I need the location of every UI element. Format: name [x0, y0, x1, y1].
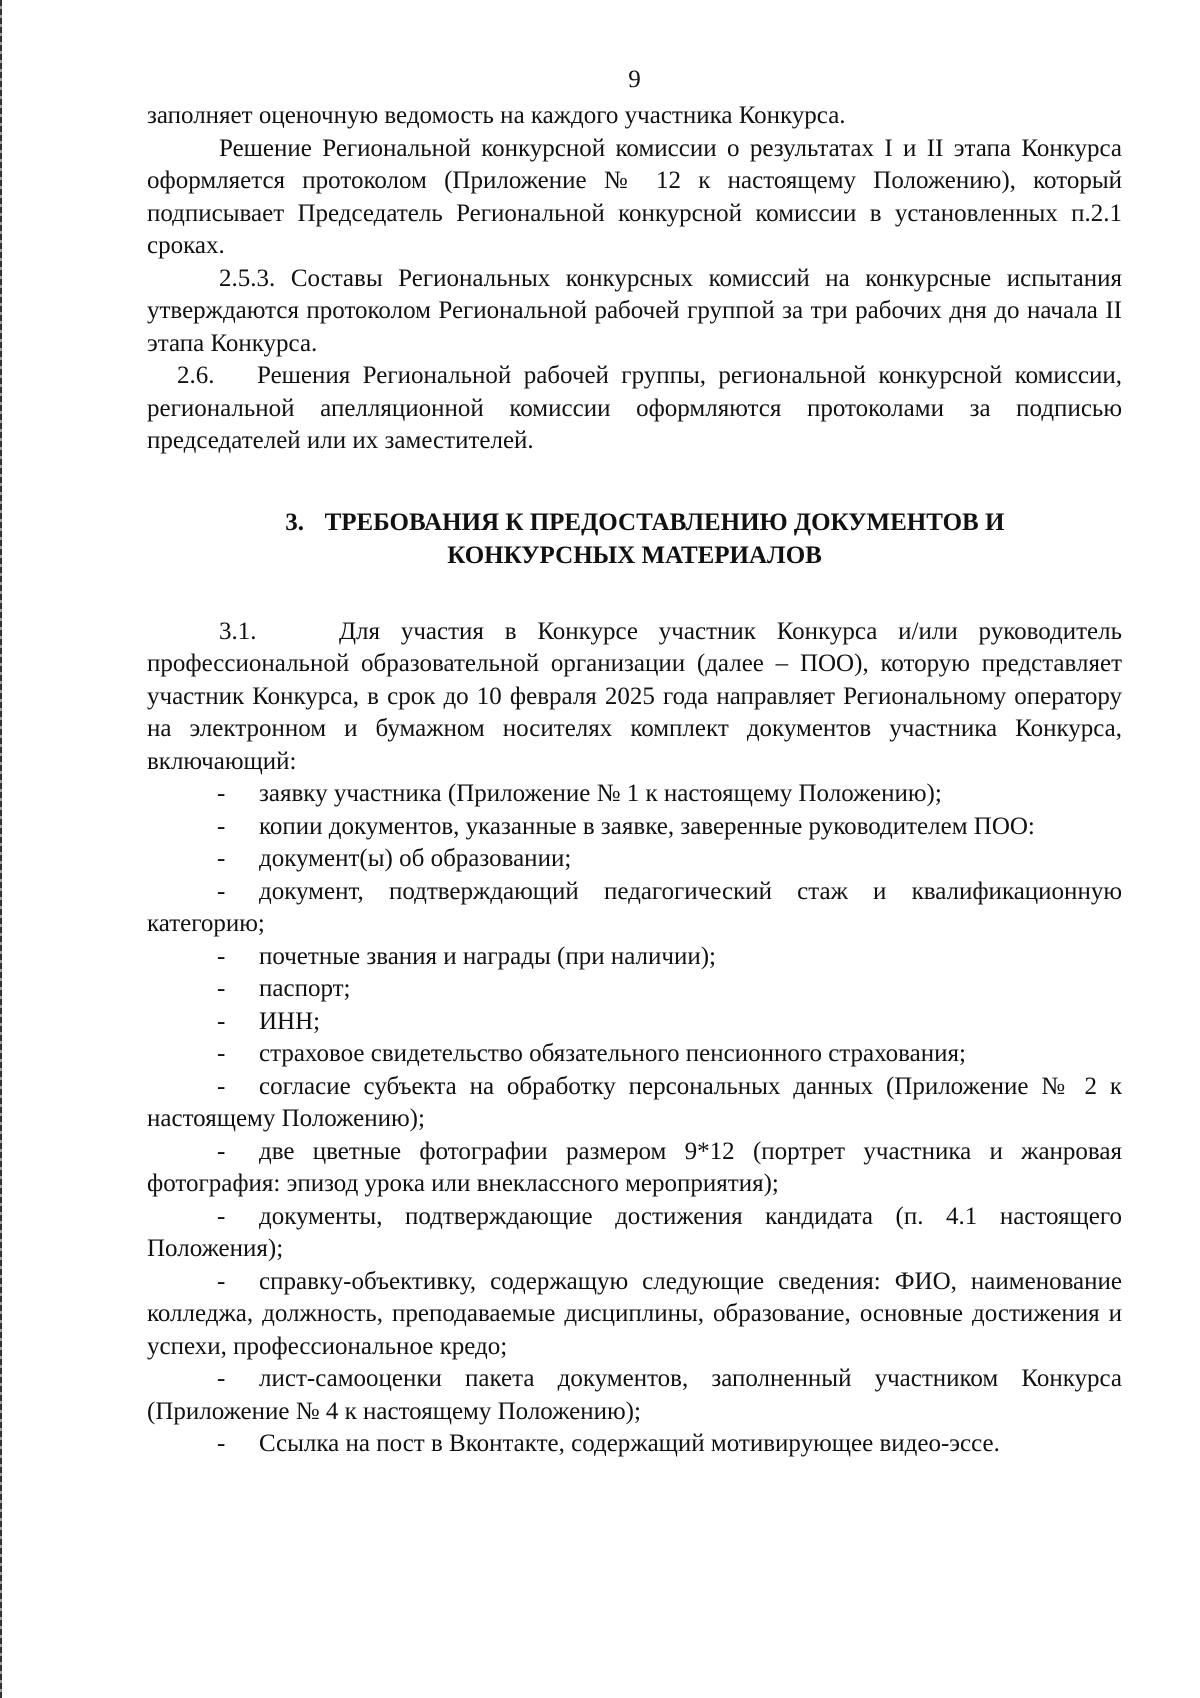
- list-item: [147, 1006, 1122, 1039]
- list-item-text: согласие субъекта на обработку персональных данных (Приложение № 2 к настоящему Положению);: [147, 1072, 1122, 1132]
- list-dash: -: [217, 942, 226, 970]
- list-dash: -: [217, 1007, 226, 1035]
- list-item-text: копии документов, указанные в заявке, заверенные руководителем ПОО:: [259, 812, 1035, 840]
- paragraph-3-1: [147, 616, 1122, 779]
- list-item: [147, 1266, 1122, 1364]
- list-dash: -: [217, 780, 226, 807]
- clause-text-2-5-3: Составы Региональных конкурсных комиссий на конкурсные испытания утверждаются протоколом Региональной рабочей группой за три рабочих дня до начала II этапа Конкурса.: [147, 264, 1123, 357]
- list-item-text: заявку участника (Приложение № 1 к настоящему Положению);: [259, 780, 942, 807]
- list-dash: -: [217, 1040, 226, 1067]
- list-dash: -: [217, 812, 226, 840]
- list-item: [147, 1201, 1122, 1266]
- paragraph-2-5-3: [147, 263, 1122, 361]
- list-dash: -: [217, 1072, 226, 1100]
- list-dash: -: [217, 1202, 226, 1230]
- paragraph-continuation: заполняет оценочную ведомость на каждого участника Конкурса.: [147, 102, 846, 129]
- clause-text-2-6: Решения Региональной рабочей группы, региональной конкурсной комиссии, региональной апелляционной комиссии оформляются протоколами за подписью председателей или их заместителей.: [147, 362, 1122, 454]
- page-number: 9: [628, 66, 641, 93]
- list-item-text: паспорт;: [259, 975, 351, 1002]
- list-item-text: почетные звания и награды (при наличии);: [259, 942, 717, 970]
- clause-number-2-5-3: 2.5.3.: [219, 264, 276, 292]
- list-dash: -: [217, 877, 226, 905]
- list-item: [147, 811, 1122, 844]
- list-dash: -: [217, 1137, 226, 1165]
- section-title-line1: ТРЕБОВАНИЯ К ПРЕДОСТАВЛЕНИЮ ДОКУМЕНТОВ И: [324, 508, 1005, 536]
- list-item-text: документ, подтверждающий педагогический стаж и квалификационную категорию;: [147, 877, 1122, 937]
- list-dash: -: [217, 1365, 226, 1392]
- section-number: 3.: [285, 508, 304, 536]
- list-item-text: лист-самооценки пакета документов, заполненный участником Конкурса (Приложение № 4 к настоящему Положению);: [147, 1365, 1122, 1425]
- list-item: [147, 1071, 1122, 1136]
- list-item-text: Ссылка на пост в Вконтакте, содержащий мотивирующее видео-эссе.: [259, 1430, 1000, 1457]
- list-item: [147, 1428, 1122, 1461]
- list-item: [147, 1136, 1122, 1201]
- list-item: [147, 1038, 1122, 1071]
- list-item: [147, 876, 1122, 941]
- scan-edge-artifact: [0, 0, 2, 1698]
- document-page: [147, 60, 1122, 1461]
- paragraph-2-6: [147, 360, 1122, 458]
- list-dash: -: [217, 845, 226, 872]
- document-list: [147, 778, 1122, 1461]
- list-item: [147, 941, 1122, 974]
- list-dash: -: [217, 975, 226, 1002]
- list-dash: -: [217, 1267, 226, 1295]
- section-title-line2: КОНКУРСНЫХ МАТЕРИАЛОВ: [447, 541, 822, 569]
- paragraph-commission-decision: Решение Региональной конкурсной комиссии о результатах I и II этапа Конкурса оформляется протоколом (Приложение № 12 к настоящему Положению), который подписывает Председатель Региональной конкурсной комиссии в установленных п.2.1 сроках.: [147, 134, 1122, 259]
- list-item-text: две цветные фотографии размером 9*12 (портрет участника и жанровая фотография: эпизод урока или внеклассного мероприятия);: [147, 1137, 1122, 1197]
- list-item: [147, 843, 1122, 876]
- list-item-text: страховое свидетельство обязательного пенсионного страхования;: [259, 1040, 966, 1067]
- clause-number-2-6: 2.6.: [177, 362, 215, 389]
- clause-number-3-1: 3.1.: [219, 617, 257, 645]
- section-heading: [147, 506, 1122, 572]
- list-item: [147, 1363, 1122, 1428]
- list-item-text: документы, подтверждающие достижения кандидата (п. 4.1 настоящего Положения);: [147, 1202, 1122, 1262]
- clause-text-3-1: Для участия в Конкурсе участник Конкурса и/или руководитель профессиональной образовательной организации (далее – ПОО), которую представляет участник Конкурса, в срок до 10 февраля 2025 года направляет Региональному оператору на электронном и бумажном носителях комплект документов участника Конкурса, включающий:: [147, 617, 1122, 775]
- list-dash: -: [217, 1430, 226, 1457]
- list-item: [147, 973, 1122, 1006]
- list-item-text: ИНН;: [259, 1007, 321, 1035]
- list-item-text: документ(ы) об образовании;: [259, 845, 572, 872]
- list-item: [147, 778, 1122, 811]
- list-item-text: справку-объективку, содержащую следующие сведения: ФИО, наименование колледжа, должность, преподаваемые дисциплины, образование, основные достижения и успехи, профессиональное кредо;: [147, 1267, 1122, 1360]
